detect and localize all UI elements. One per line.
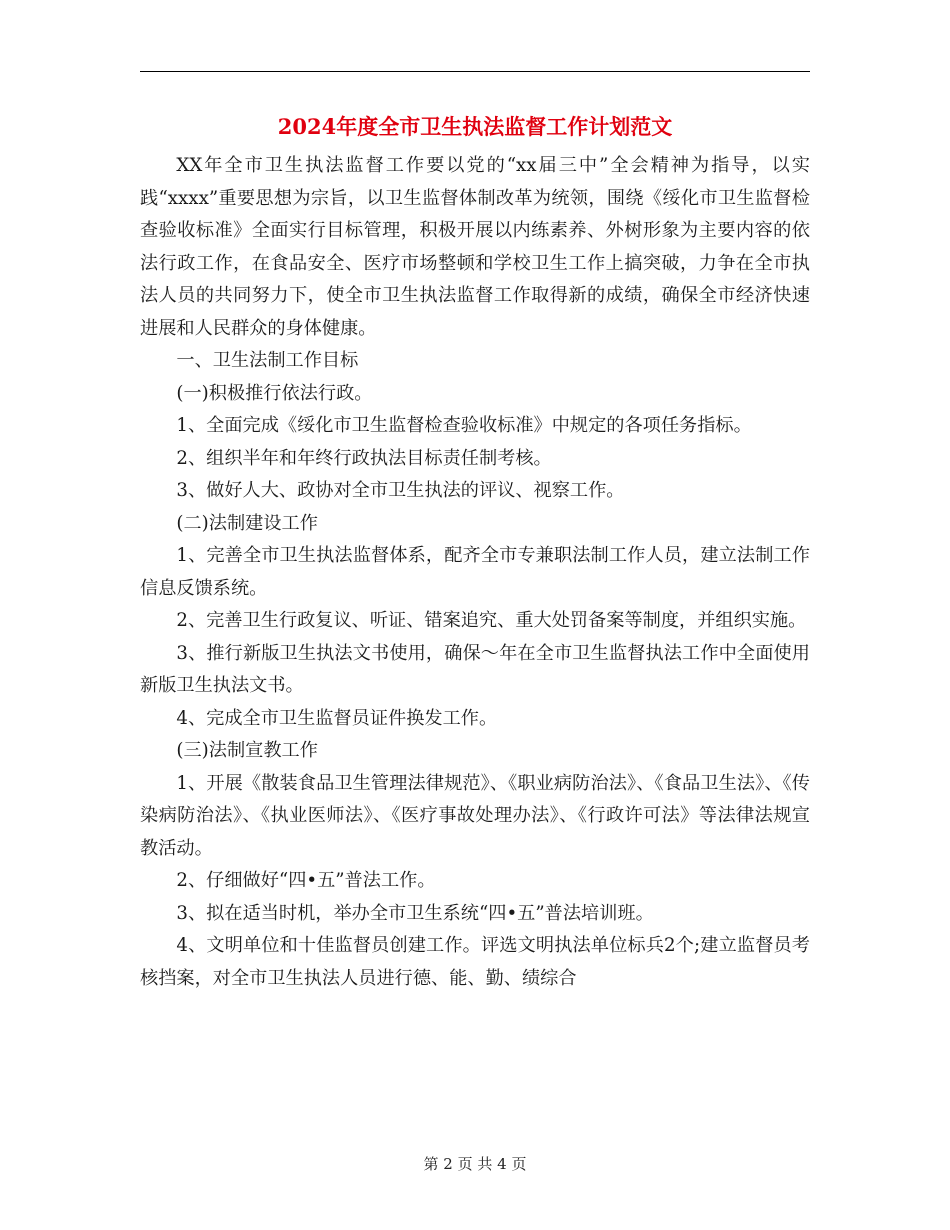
list-item: 2、组织半年和年终行政执法目标责任制考核。 <box>176 447 552 469</box>
header-rule <box>140 71 810 72</box>
section-heading: 一、卫生法制工作目标 <box>176 350 359 371</box>
list-item: 2、完善卫生行政复议、听证、错案追究、重大处罚备案等制度，并组织实施。 <box>176 610 807 631</box>
paragraph: XX年全市卫生执法监督工作要以党的“xx届三中”全会精神为指导，以实践“xxxx”重要思想为宗旨，以卫生监督体制改革为统领，围绕《绥化市卫生监督检查验收标准》全面实行目标管理，积极开展以内练素养、外树形象为主要内容的依法行政工作，在食品安全、医疗市场整顿和学校卫生工作上搞突破，力争在全市执法人员的共同努力下，使全市卫生执法监督工作取得新的成绩，确保全市经济快速进展和人民群众的身体健康。 <box>140 155 810 339</box>
document-body <box>140 150 810 995</box>
list-item: 4、完成全市卫生监督员证件换发工作。 <box>176 707 498 729</box>
subsection-heading: (三)法制宣教工作 <box>176 740 318 761</box>
list-item: 1、开展《散装食品卫生管理法律规范》、《职业病防治法》、《食品卫生法》、《传染病防治法》、《执业医师法》、《医疗事故处理办法》、《行政许可法》等法律法规宣教活动。 <box>140 772 810 859</box>
subsection-heading: (一)积极推行依法行政。 <box>176 382 373 404</box>
subsection-heading: (二)法制建设工作 <box>176 512 318 534</box>
page-number: 第 2 页 共 4 页 <box>423 1155 527 1173</box>
list-item: 3、推行新版卫生执法文书使用，确保～年在全市卫生监督执法工作中全面使用新版卫生执法文书。 <box>140 642 810 696</box>
document-title: 2024年度全市卫生执法监督工作计划范文 <box>277 114 673 139</box>
list-item: 3、拟在适当时机，举办全市卫生系统“四•五”普法培训班。 <box>176 902 654 924</box>
list-item: 1、完善全市卫生执法监督体系，配齐全市专兼职法制工作人员，建立法制工作信息反馈系统。 <box>140 545 810 599</box>
list-item: 4、文明单位和十佳监督员创建工作。评选文明执法单位标兵2个;建立监督员考核挡案，对全市卫生执法人员进行德、能、勤、绩综合 <box>140 935 810 989</box>
list-item: 3、做好人大、政协对全市卫生执法的评议、视察工作。 <box>176 480 625 501</box>
list-item: 1、全面完成《绥化市卫生监督检查验收标准》中规定的各项任务指标。 <box>176 415 752 436</box>
list-item: 2、仔细做好“四•五”普法工作。 <box>176 870 436 891</box>
